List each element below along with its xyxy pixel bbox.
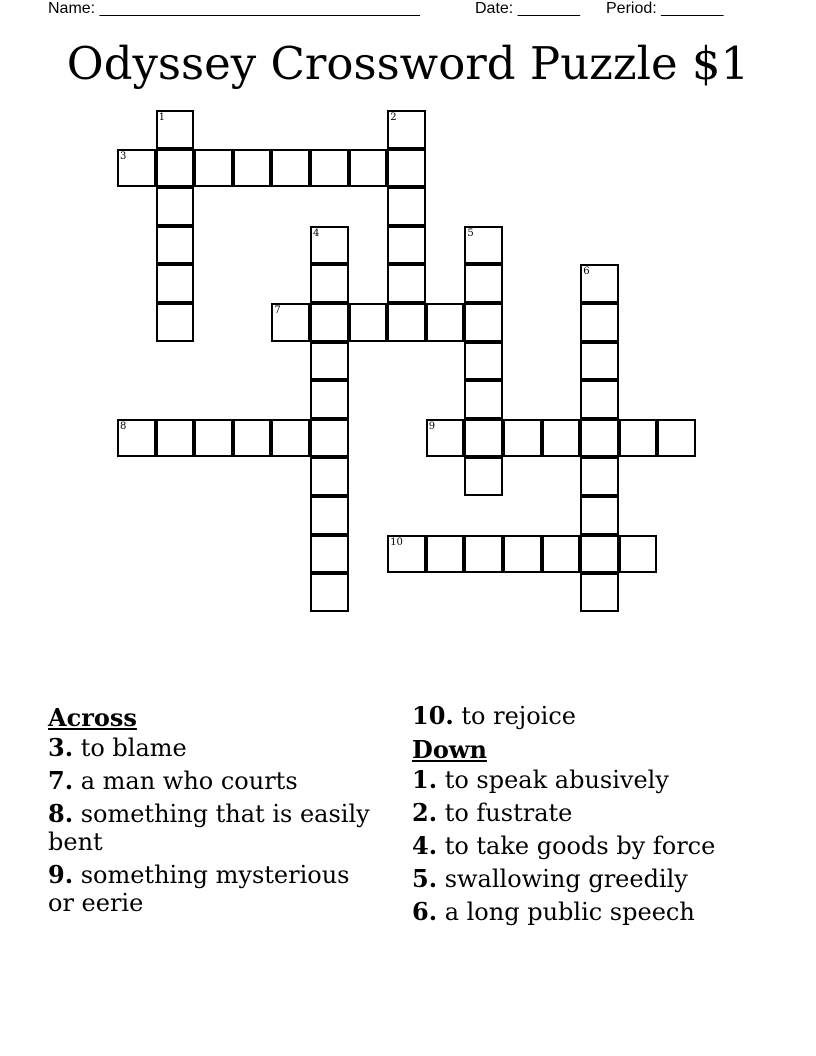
- grid-cell[interactable]: [156, 187, 195, 226]
- grid-cell[interactable]: [387, 187, 426, 226]
- clue-text: something mysterious or eerie: [48, 861, 350, 917]
- grid-cell[interactable]: [194, 149, 233, 188]
- clue-number: 7.: [48, 766, 74, 795]
- grid-cell[interactable]: [503, 535, 542, 574]
- name-field-label: Name: ____________________________________: [48, 0, 420, 17]
- clue-item: [48, 861, 378, 917]
- grid-cell[interactable]: [271, 419, 310, 458]
- grid-cell[interactable]: [271, 303, 310, 342]
- clue-text: to speak abusively: [437, 766, 669, 794]
- grid-cell[interactable]: [426, 303, 465, 342]
- grid-cell[interactable]: [156, 226, 195, 265]
- down-heading: Down: [412, 735, 487, 764]
- grid-cell[interactable]: [464, 303, 503, 342]
- grid-cell[interactable]: [310, 303, 349, 342]
- clue-text: swallowing greedily: [437, 865, 688, 893]
- clue-number-label: 10: [390, 536, 403, 548]
- across-heading: Across: [48, 703, 137, 732]
- grid-cell[interactable]: [156, 264, 195, 303]
- grid-cell[interactable]: [310, 496, 349, 535]
- clue-number-label: 8: [120, 420, 127, 432]
- grid-cell[interactable]: [156, 149, 195, 188]
- clue-number: 1.: [412, 765, 438, 794]
- grid-cell[interactable]: [619, 419, 658, 458]
- grid-cell[interactable]: [310, 226, 349, 265]
- clue-item: [412, 799, 792, 827]
- grid-cell[interactable]: [387, 264, 426, 303]
- clue-number-label: 2: [390, 112, 397, 123]
- grid-cell[interactable]: [580, 264, 619, 303]
- grid-cell[interactable]: [117, 419, 156, 458]
- grid-cell[interactable]: [464, 342, 503, 381]
- clue-item: [48, 734, 378, 762]
- grid-cell[interactable]: [156, 303, 195, 342]
- date-field-label: Date: _______: [475, 0, 580, 17]
- grid-cell[interactable]: [503, 419, 542, 458]
- clue-number-label: 4: [313, 227, 320, 239]
- grid-cell[interactable]: [271, 149, 310, 188]
- clue-item: [48, 767, 378, 795]
- grid-cell[interactable]: [387, 535, 426, 574]
- clue-number: 3.: [48, 733, 74, 762]
- clue-item: [48, 800, 378, 856]
- grid-cell[interactable]: [542, 419, 581, 458]
- clue-number-label: 9: [428, 420, 436, 432]
- grid-cell[interactable]: [310, 457, 349, 496]
- clue-text: to take goods by force: [437, 832, 716, 860]
- clue-number-label: 7: [274, 305, 281, 316]
- grid-cell[interactable]: [387, 110, 426, 149]
- grid-cell[interactable]: [464, 457, 503, 496]
- grid-cell[interactable]: [580, 535, 619, 574]
- grid-cell[interactable]: [310, 149, 349, 188]
- clue-text: something that is easily bent: [48, 800, 370, 856]
- grid-cell[interactable]: [580, 573, 619, 612]
- grid-cell[interactable]: [310, 535, 349, 574]
- clue-text: a man who courts: [73, 767, 298, 795]
- grid-cell[interactable]: [580, 380, 619, 419]
- grid-cell[interactable]: [310, 573, 349, 612]
- clue-number-label: 3: [120, 150, 127, 162]
- grid-cell[interactable]: [657, 419, 696, 458]
- grid-cell[interactable]: [464, 380, 503, 419]
- grid-cell[interactable]: [464, 226, 503, 265]
- clue-number: 8.: [48, 799, 74, 828]
- clue-number: 2.: [412, 798, 438, 827]
- grid-cell[interactable]: [349, 303, 388, 342]
- grid-cell[interactable]: [233, 419, 272, 458]
- grid-cell[interactable]: [233, 149, 272, 188]
- grid-cell[interactable]: [310, 264, 349, 303]
- grid-cell[interactable]: [194, 419, 233, 458]
- clue-text: to fustrate: [437, 799, 573, 827]
- clue-number: 5.: [412, 864, 438, 893]
- grid-cell[interactable]: [580, 457, 619, 496]
- grid-cell[interactable]: [464, 419, 503, 458]
- grid-cell[interactable]: [310, 342, 349, 381]
- grid-cell[interactable]: [464, 535, 503, 574]
- across-clues: [48, 702, 378, 922]
- clue-text: to rejoice: [453, 702, 577, 730]
- clue-number: 10.: [412, 701, 454, 730]
- clue-number-label: 6: [583, 266, 590, 278]
- grid-cell[interactable]: [426, 535, 465, 574]
- clue-number: 4.: [412, 831, 438, 860]
- clue-number: 9.: [48, 860, 74, 889]
- grid-cell[interactable]: [156, 419, 195, 458]
- clue-text: a long public speech: [437, 898, 695, 926]
- clue-item: [412, 702, 792, 730]
- grid-cell[interactable]: [580, 303, 619, 342]
- grid-cell[interactable]: [117, 149, 156, 188]
- clue-number-label: 1: [158, 112, 165, 123]
- clue-item: [412, 832, 792, 860]
- down-clues: [412, 702, 792, 931]
- grid-cell[interactable]: [349, 149, 388, 188]
- grid-cell[interactable]: [580, 342, 619, 381]
- clue-text: to blame: [73, 734, 187, 762]
- grid-cell[interactable]: [387, 303, 426, 342]
- clue-item: [412, 766, 792, 794]
- grid-cell[interactable]: [464, 264, 503, 303]
- clue-item: [412, 898, 792, 926]
- grid-cell[interactable]: [387, 149, 426, 188]
- grid-cell[interactable]: [426, 419, 465, 458]
- grid-cell[interactable]: [580, 496, 619, 535]
- grid-cell[interactable]: [310, 419, 349, 458]
- grid-cell[interactable]: [580, 419, 619, 458]
- clue-item: [412, 865, 792, 893]
- grid-cell[interactable]: [619, 535, 658, 574]
- grid-cell[interactable]: [387, 226, 426, 265]
- grid-cell[interactable]: [542, 535, 581, 574]
- clue-number-label: 5: [467, 227, 474, 239]
- clue-number: 6.: [412, 897, 438, 926]
- grid-cell[interactable]: [310, 380, 349, 419]
- period-field-label: Period: _______: [606, 0, 724, 17]
- page-title: Odyssey Crossword Puzzle $1: [66, 37, 750, 90]
- grid-cell[interactable]: [156, 110, 195, 149]
